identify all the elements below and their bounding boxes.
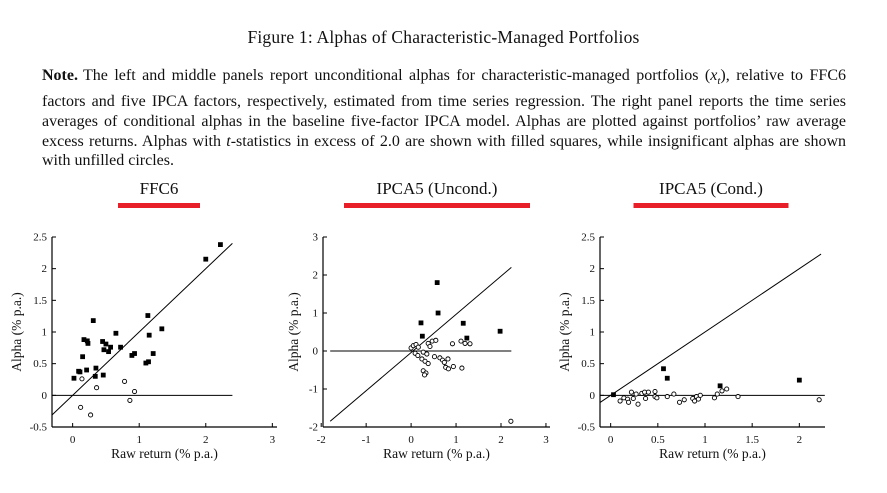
svg-text:Alpha (% p.a.): Alpha (% p.a.) (9, 292, 24, 372)
red-underline-ipca5-uncond (344, 203, 530, 208)
panel-title-ipca5-uncond-label: IPCA5 (Uncond.) (376, 179, 498, 198)
svg-text:2.5: 2.5 (581, 231, 595, 244)
panel-title-ffc6 (118, 179, 200, 208)
svg-text:0: 0 (589, 389, 595, 402)
svg-text:2: 2 (312, 269, 318, 282)
svg-text:0: 0 (312, 345, 318, 358)
svg-text:-0.5: -0.5 (577, 421, 595, 434)
scatter-plot-ipca5-cond (558, 218, 887, 480)
svg-text:-0.5: -0.5 (29, 421, 47, 434)
figure-title: Figure 1: Alphas of Characteristic-Managed Portfolios (247, 27, 640, 47)
svg-text:1: 1 (702, 434, 708, 446)
svg-text:1: 1 (136, 434, 142, 446)
svg-text:1.5: 1.5 (33, 294, 47, 307)
panel-title-ipca5-uncond (344, 179, 530, 208)
panel-title-ipca5-cond (634, 179, 789, 208)
svg-text:0.5: 0.5 (650, 434, 665, 446)
svg-text:1: 1 (589, 326, 595, 339)
red-underline-ffc6 (118, 203, 200, 208)
scatter-plot-ffc6 (0, 218, 296, 480)
svg-text:2: 2 (498, 434, 504, 446)
svg-text:3: 3 (543, 434, 549, 446)
svg-text:Alpha (% p.a.): Alpha (% p.a.) (286, 292, 301, 372)
panel-title-ffc6-label: FFC6 (139, 179, 179, 198)
svg-text:1: 1 (312, 307, 318, 320)
svg-text:Raw return (% p.a.): Raw return (% p.a.) (659, 446, 766, 461)
svg-text:1.5: 1.5 (745, 434, 760, 446)
svg-text:1.5: 1.5 (581, 294, 595, 307)
svg-text:0: 0 (607, 434, 614, 446)
svg-text:1: 1 (453, 434, 459, 446)
svg-text:2: 2 (796, 434, 803, 446)
svg-text:0: 0 (41, 389, 47, 402)
svg-text:3: 3 (269, 434, 276, 446)
svg-text:2: 2 (203, 434, 209, 446)
svg-text:0.5: 0.5 (33, 358, 47, 371)
svg-text:0.5: 0.5 (581, 358, 595, 371)
svg-text:2: 2 (589, 263, 595, 276)
red-underline-ipca5-cond (634, 203, 789, 208)
svg-text:Alpha (% p.a.): Alpha (% p.a.) (557, 292, 572, 372)
scatter-plot-ipca5-uncond (286, 218, 592, 480)
svg-text:3: 3 (312, 231, 318, 244)
figure-note: Note. The left and middle panels report unconditional alphas for characteristic-managed portfolios $(x_t)$, relative to FFC6 factors and five IPCA factors, respectively, estimated from time series regression. The right panel reports the time series averages of conditional alphas in the baseline five-factor IPCA model. Alphas are plotted against portfolios’ raw average excess returns. Alphas with t-statistics in excess of 2.0 are shown with filled squares, while insignificant alphas are shown with unfilled circles. (42, 67, 846, 170)
panel-title-ipca5-cond-label: IPCA5 (Cond.) (659, 179, 763, 198)
svg-text:Raw return (% p.a.): Raw return (% p.a.) (111, 446, 218, 461)
svg-text:1: 1 (41, 326, 47, 339)
svg-text:Raw return (% p.a.): Raw return (% p.a.) (383, 446, 490, 461)
svg-text:-1: -1 (308, 383, 318, 396)
svg-text:0: 0 (408, 434, 414, 446)
svg-text:-2: -2 (316, 434, 326, 446)
svg-text:-2: -2 (308, 421, 318, 434)
svg-text:-1: -1 (361, 434, 371, 446)
svg-text:2.5: 2.5 (33, 231, 47, 244)
svg-text:2: 2 (41, 263, 47, 276)
svg-text:0: 0 (69, 434, 76, 446)
